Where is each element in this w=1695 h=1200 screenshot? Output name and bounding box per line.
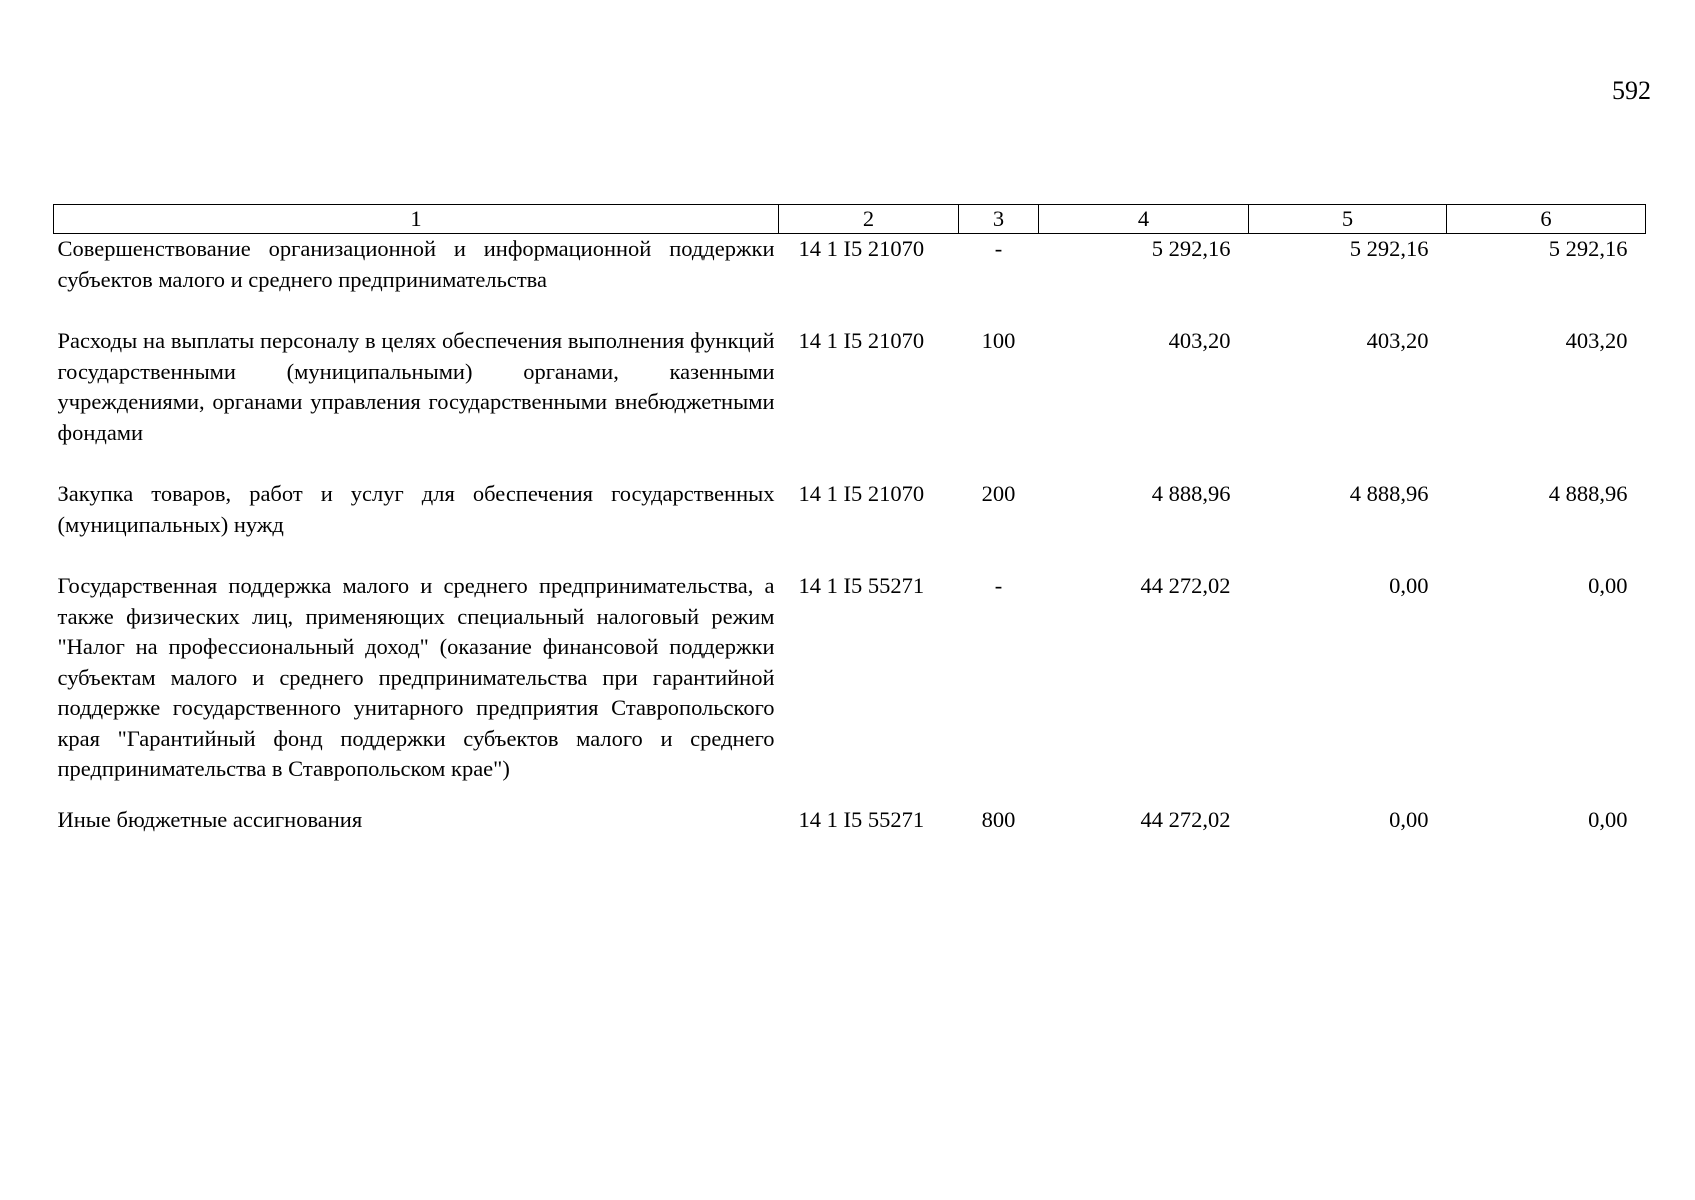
table-header-row	[54, 205, 1646, 234]
row-description: Иные бюджетные ассигнования	[57, 806, 363, 832]
column-header-6: 6	[1447, 205, 1646, 234]
row-expense-type: 200	[981, 481, 1016, 506]
row-value-col6: 403,20	[1565, 328, 1628, 353]
row-value-col6: 5 292,16	[1548, 236, 1628, 261]
row-target-code: 14 1 I5 55271	[798, 573, 925, 598]
row-target-code: 14 1 I5 21070	[798, 481, 925, 506]
row-value-col5: 0,00	[1389, 573, 1429, 598]
row-value-col6: 0,00	[1588, 806, 1628, 832]
table-row	[54, 805, 1646, 836]
row-target-code: 14 1 I5 21070	[798, 236, 925, 261]
row-value-col4: 44 272,02	[1140, 806, 1231, 832]
table-row	[54, 479, 1646, 571]
row-value-col6: 4 888,96	[1548, 481, 1628, 506]
column-header-1: 1	[54, 205, 779, 234]
row-value-col4: 5 292,16	[1151, 236, 1231, 261]
row-expense-type: 800	[981, 806, 1016, 832]
row-value-col6: 0,00	[1588, 573, 1628, 598]
row-value-col5: 4 888,96	[1349, 481, 1429, 506]
row-description: Расходы на выплаты персоналу в целях обеспечения выполнения функций государственными (муниципальными) органами, казенными учреждениями, органами управления государственными внебюджетными фондами	[57, 328, 775, 445]
column-header-4: 4	[1039, 205, 1249, 234]
row-expense-type: 100	[981, 328, 1016, 353]
row-description: Совершенствование организационной и информационной поддержки субъектов малого и среднего предпринимательства	[57, 236, 775, 292]
column-header-5: 5	[1249, 205, 1447, 234]
row-value-col4: 4 888,96	[1151, 481, 1231, 506]
table-row	[54, 571, 1646, 805]
row-description: Государственная поддержка малого и среднего предпринимательства, а также физических лиц, применяющих специальный налоговый режим "Налог на профессиональный доход" (оказание финансовой поддержки субъектам малого и среднего предпринимательства при гарантийной поддержке государственного унитарного предприятия Ставропольского края "Гарантийный фонд поддержки субъектов малого и среднего предпринимательства в Ставропольском крае")	[57, 573, 775, 781]
row-target-code: 14 1 I5 21070	[798, 328, 925, 353]
row-expense-type: -	[994, 236, 1003, 261]
row-target-code: 14 1 I5 55271	[798, 806, 925, 832]
row-value-col5: 5 292,16	[1349, 236, 1429, 261]
column-header-2: 2	[779, 205, 959, 234]
table-row	[54, 234, 1646, 327]
row-value-col5: 403,20	[1366, 328, 1429, 353]
budget-table	[53, 204, 1646, 835]
row-description: Закупка товаров, работ и услуг для обеспечения государственных (муниципальных) нужд	[57, 481, 775, 537]
column-header-3: 3	[959, 205, 1039, 234]
row-value-col4: 403,20	[1168, 328, 1231, 353]
table-row	[54, 326, 1646, 479]
page-number: 592	[1612, 76, 1651, 105]
row-expense-type: -	[994, 573, 1003, 598]
row-value-col5: 0,00	[1389, 806, 1429, 832]
row-value-col4: 44 272,02	[1140, 573, 1231, 598]
